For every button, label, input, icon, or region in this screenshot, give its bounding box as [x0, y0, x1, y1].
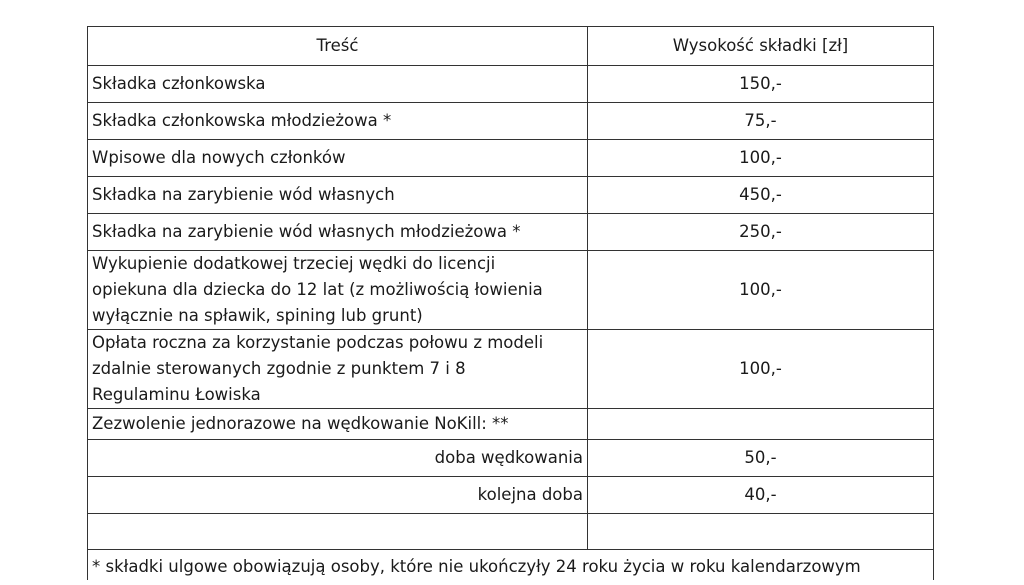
- table-row: [88, 514, 934, 550]
- row-label: Zezwolenie jednorazowe na wędkowanie NoKill: **: [88, 409, 588, 440]
- row-amount: 100,-: [588, 251, 934, 330]
- row-label: Składka na zarybienie wód własnych: [88, 177, 588, 214]
- row-amount: 75,-: [588, 103, 934, 140]
- row-label: Wpisowe dla nowych członków: [88, 140, 588, 177]
- row-label: [88, 251, 588, 330]
- row-amount: 40,-: [588, 477, 934, 514]
- row-label: [88, 330, 588, 409]
- row-label-line: zdalnie sterowanych zgodnie z punktem 7 i 8: [92, 359, 466, 378]
- row-label-line: Wykupienie dodatkowej trzeciej wędki do licencji: [92, 254, 496, 273]
- table-row: [88, 140, 934, 177]
- row-label-line: wyłącznie na spławik, spining lub grunt): [92, 306, 423, 325]
- row-amount: 250,-: [588, 214, 934, 251]
- table-row: [88, 330, 934, 409]
- row-label: Składka na zarybienie wód własnych młodzieżowa *: [88, 214, 588, 251]
- table-row: [88, 177, 934, 214]
- table-row: [88, 103, 934, 140]
- table-row: [88, 214, 934, 251]
- row-amount: 100,-: [588, 330, 934, 409]
- fee-table: [87, 26, 934, 580]
- row-label: doba wędkowania: [88, 440, 588, 477]
- table-row: [88, 477, 934, 514]
- row-amount: [588, 514, 934, 550]
- row-label: Składka członkowska: [88, 66, 588, 103]
- table-row: [88, 251, 934, 330]
- row-label-line: Regulaminu Łowiska: [92, 385, 261, 404]
- footnote: * składki ulgowe obowiązują osoby, które nie ukończyły 24 roku życia w roku kalendarzowym: [88, 550, 934, 581]
- row-label-line: opiekuna dla dziecka do 12 lat (z możliwością łowienia: [92, 280, 543, 299]
- row-label: Składka członkowska młodzieżowa *: [88, 103, 588, 140]
- table-row: [88, 409, 934, 440]
- table-row: [88, 440, 934, 477]
- header-amount: Wysokość składki [zł]: [588, 27, 934, 66]
- row-amount: [588, 409, 934, 440]
- row-amount: 150,-: [588, 66, 934, 103]
- row-label-line: Opłata roczna za korzystanie podczas połowu z modeli: [92, 333, 544, 352]
- row-label: kolejna doba: [88, 477, 588, 514]
- table-row: [88, 66, 934, 103]
- row-label: [88, 514, 588, 550]
- row-amount: 100,-: [588, 140, 934, 177]
- footnote-row: [88, 550, 934, 581]
- row-amount: 50,-: [588, 440, 934, 477]
- row-amount: 450,-: [588, 177, 934, 214]
- header-content: Treść: [88, 27, 588, 66]
- table-header-row: [88, 27, 934, 66]
